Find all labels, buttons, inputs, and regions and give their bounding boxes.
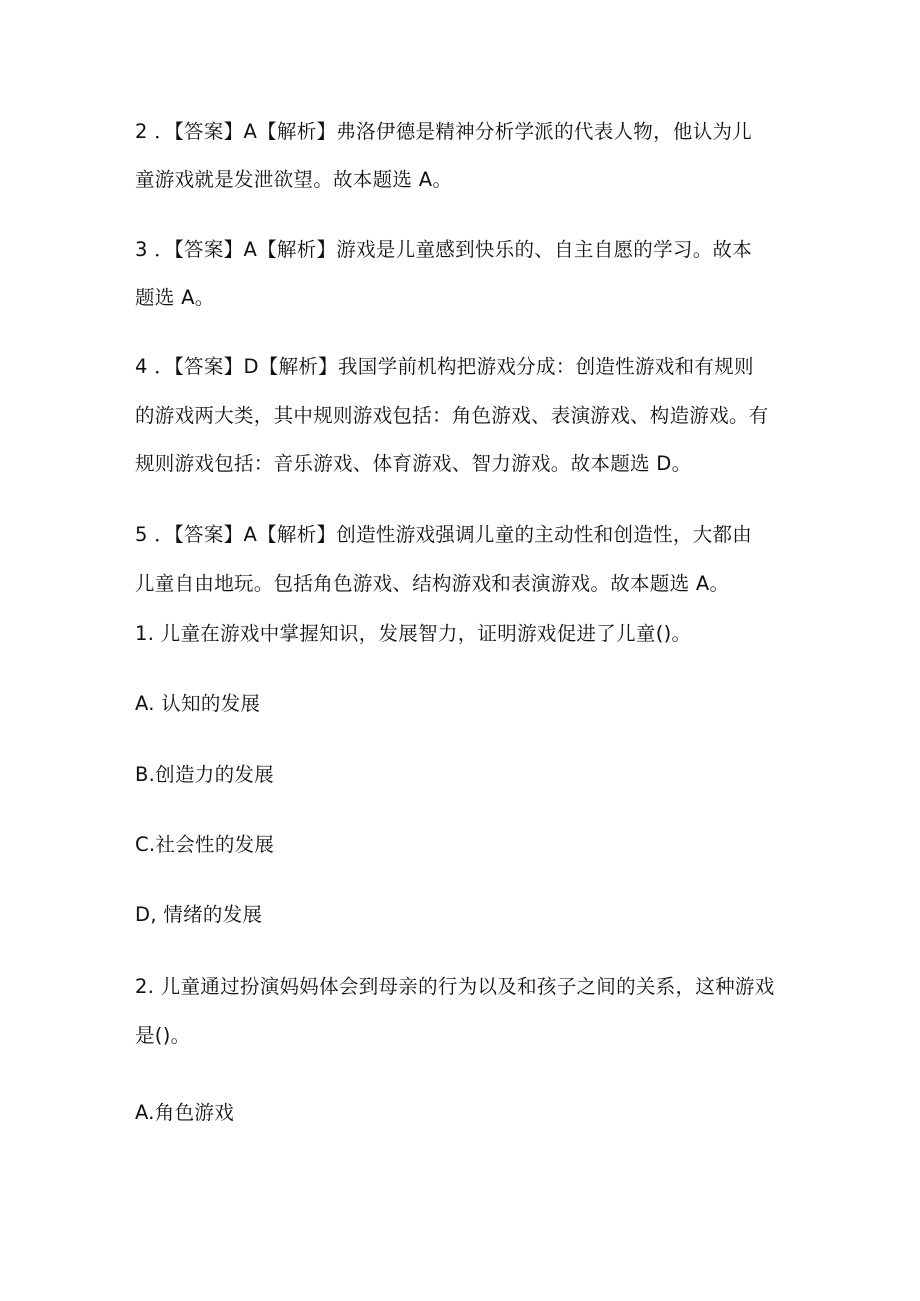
answer-2-line-2: 童游戏就是发泄欲望。故本题选 A。	[135, 168, 453, 191]
answer-4-line-2: 的游戏两大类，其中规则游戏包括：角色游戏、表演游戏、构造游戏。有	[135, 404, 769, 427]
question-2-stem-line-2: 是()。	[135, 1024, 191, 1047]
answer-4-line-1: 4 ．【答案】D【解析】我国学前机构把游戏分成：创造性游戏和有规则	[135, 355, 754, 378]
question-2-option-a: A.角色游戏	[135, 1101, 234, 1124]
question-1-option-d: D, 情绪的发展	[135, 903, 263, 926]
question-1-option-c: C.社会性的发展	[135, 833, 275, 856]
question-2-stem-line-1: 2. 儿童通过扮演妈妈体会到母亲的行为以及和孩子之间的关系，这种游戏	[135, 975, 775, 998]
question-1-option-a: A. 认知的发展	[135, 692, 261, 715]
question-1-stem: 1. 儿童在游戏中掌握知识，发展智力，证明游戏促进了儿童()。	[135, 622, 692, 645]
answer-4-line-3: 规则游戏包括：音乐游戏、体育游戏、智力游戏。故本题选 D。	[135, 452, 692, 475]
question-1-option-b: B.创造力的发展	[135, 763, 274, 786]
answer-5-line-2: 儿童自由地玩。包括角色游戏、结构游戏和表演游戏。故本题选 A。	[135, 572, 730, 595]
answer-2-line-1: 2 ．【答案】A【解析】弗洛伊德是精神分析学派的代表人物，他认为儿	[135, 120, 753, 143]
answer-5-line-1: 5 ．【答案】A【解析】创造性游戏强调儿童的主动性和创造性，大都由	[135, 523, 753, 546]
answer-3-line-1: 3 ．【答案】A【解析】游戏是儿童感到快乐的、自主自愿的学习。故本	[135, 238, 753, 261]
answer-3-line-2: 题选 A。	[135, 286, 215, 309]
